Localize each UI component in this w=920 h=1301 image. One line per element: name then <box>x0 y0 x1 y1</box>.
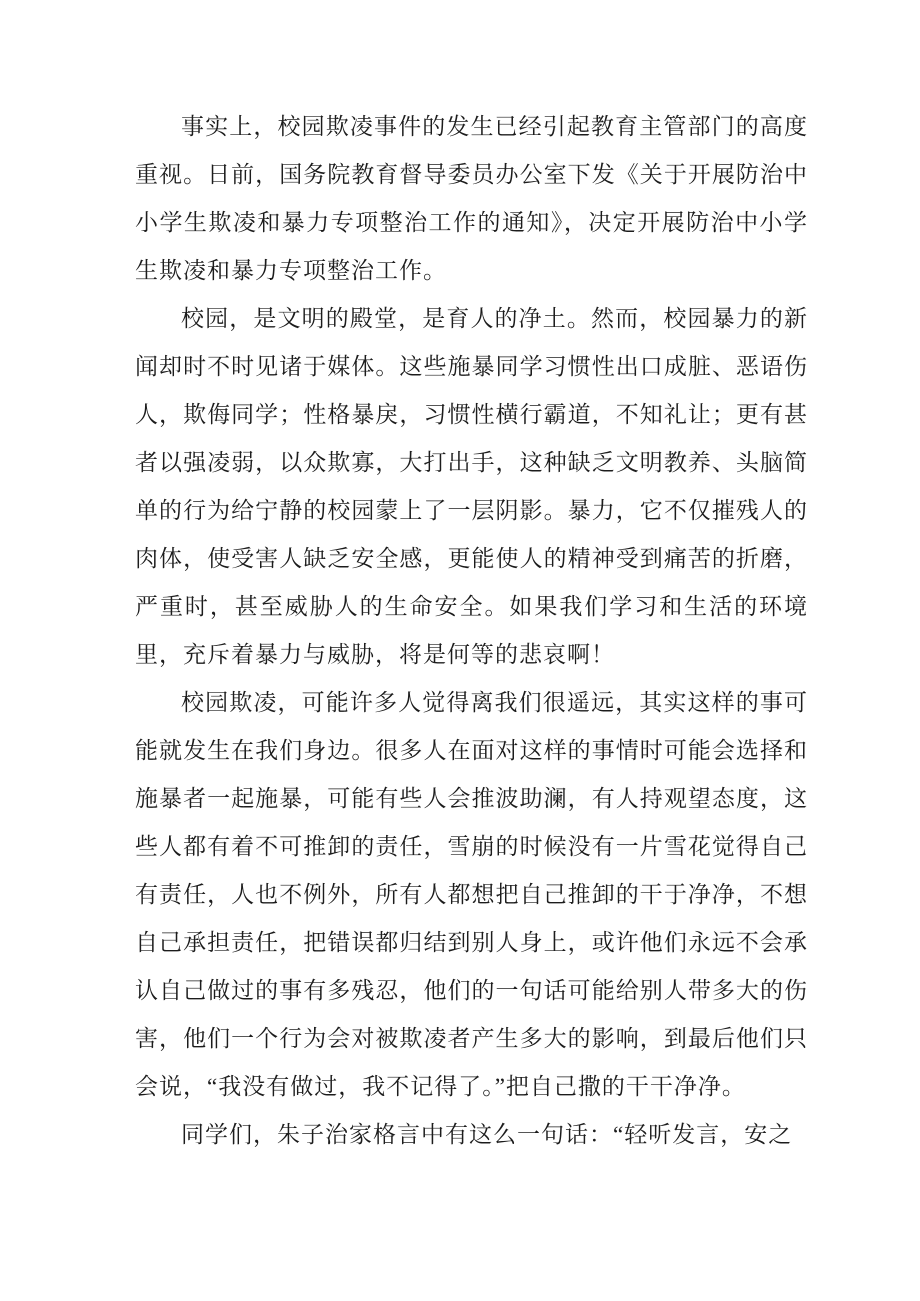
paragraph-4: 同学们，朱子治家格言中有这么一句话：“轻听发言，安之 <box>181 1122 793 1147</box>
document-text-block <box>135 103 808 1159</box>
paragraph-1: 事实上，校园欺凌事件的发生已经引起教育主管部门的高度重视。日前，国务院教育督导委员办公室下发《关于开展防治中小学生欺凌和暴力专项整治工作的通知》，决定开展防治中小学生欺凌和暴力专项整治工作。 <box>135 114 808 283</box>
paragraph-3: 校园欺凌，可能许多人觉得离我们很遥远，其实这样的事可能就发生在我们身边。很多人在面对这样的事情时可能会选择和施暴者一起施暴，可能有些人会推波助澜，有人持观望态度，这些人都有着不可推卸的责任，雪崩的时候没有一片雪花觉得自己有责任，人也不例外，所有人都想把自己推卸的干于净净，不想自己承担责任，把错误都归结到别人身上，或许他们永远不会承认自己做过的事有多残忍，他们的一句话可能给别人带多大的伤害，他们一个行为会对被欺凌者产生多大的影响，到最后他们只会说，“我没有做过，我不记得了。”把自己撒的干干净净。 <box>135 690 808 1099</box>
paragraph-2: 校园，是文明的殿堂，是育人的净土。然而，校园暴力的新闻却时不时见诸于媒体。这些施暴同学习惯性出口成脏、恶语伤人，欺侮同学；性格暴戾，习惯性横行霸道，不知礼让；更有甚者以强凌弱，以众欺寡，大打出手，这种缺乏文明教养、头脑简单的行为给宁静的校园蒙上了一层阴影。暴力，它不仅摧残人的肉体，使受害人缺乏安全感，更能使人的精神受到痛苦的折磨，严重时，甚至威胁人的生命安全。如果我们学习和生活的环境里，充斥着暴力与威胁，将是何等的悲哀啊！ <box>135 306 808 667</box>
